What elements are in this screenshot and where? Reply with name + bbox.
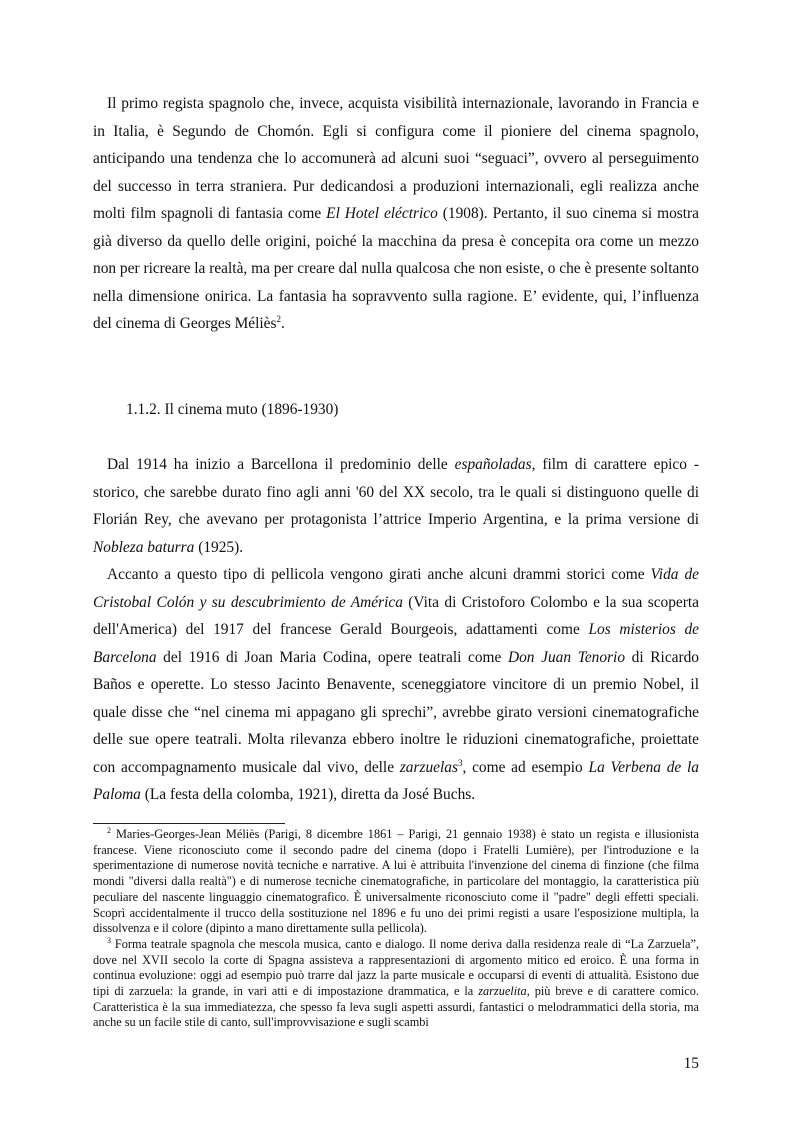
footnotes [93, 827, 699, 1031]
footnote-2-number: 2 [107, 826, 111, 835]
para1-text-3: (1925). [194, 538, 244, 556]
intro-block [93, 90, 699, 338]
para2-text-6: (La festa della colomba, 1921), diretta da José Buchs. [140, 786, 476, 803]
section-heading: 1.1.2. Il cinema muto (1896-1930) [126, 401, 339, 418]
film-title-los-misterios: Los misterios de Barcelona [93, 621, 699, 666]
para2-text-1: Accanto a questo tipo di pellicola vengono girati anche alcuni drammi storici come [107, 566, 651, 583]
film-title-hotel-electrico: El Hotel eléctrico [326, 205, 438, 222]
intro-text-1: Il primo regista spagnolo che, invece, acquista visibilità internazionale, lavorando in Francia e in Italia, è Segundo de Chomón. Egli si configura come il pioniere del cinema spagnolo, anticipando una tendenza che lo accomunerà ad alcuni suoi “seguaci”, ovvero al perseguimento del successo in terra straniera. Pur dedicandosi a produzioni internazionali, egli realizza anche molti film spagnoli di fantasia come [93, 95, 699, 222]
film-title-nobleza-baturra: Nobleza baturra [93, 538, 195, 556]
para2-text-5: , come ad esempio [462, 758, 589, 776]
film-title-don-juan-tenorio: Don Juan Tenorio [508, 648, 626, 666]
intro-paragraph [93, 90, 699, 338]
footnote-ref-2: 2 [276, 314, 281, 324]
main-block [93, 451, 699, 809]
page-number: 15 [683, 1055, 699, 1072]
para2-text-2: (Vita di Cristoforo Colombo e la sua scoperta dell'America) del 1917 del francese Gerald Bourgeois, adattamenti come [93, 593, 699, 638]
film-title-la-verbena: La Verbena de la Paloma [93, 758, 699, 803]
intro-text-3: . [281, 315, 285, 332]
para2-text-3: del 1916 di Joan Maria Codina, opere teatrali come [156, 648, 508, 666]
footnote-separator [93, 823, 285, 824]
para1-text-2: , film di carattere epico - storico, che sarebbe durato fino agli anni '60 del XX secolo, tra le quali si distinguono quelle di Florián Rey, che avevano per protagonista l’attrice Imperio Argentina, e la prima versione di [93, 456, 699, 528]
footnote-2 [93, 827, 699, 937]
footnote-3-text-2: , più breve e di carattere comico. Caratteristica è la sua immediatezza, che spesso fa leva sugli aspetti assurdi, fantastici o melodrammatici della storia, ma anche su un facile stile di canto, sull'improvvisazione e sugli scambi [93, 984, 699, 1030]
term-zarzuelita: zarzuelita [478, 984, 527, 999]
term-zarzuelas: zarzuelas [399, 758, 458, 776]
paragraph-espanoladas [93, 451, 699, 561]
term-espanoladas: españoladas [454, 456, 532, 473]
footnote-ref-3: 3 [457, 757, 463, 768]
footnote-2-text: Maries-Georges-Jean Méliès (Parigi, 8 dicembre 1861 – Parigi, 21 gennaio 1938) è stato un regista e illusionista francese. Viene riconosciuto come il secondo padre del cinema (dopo i Fratelli Lumière), per l'introduzione e la sperimentazione di numerose novità tecniche e narrative. A lui è attribuita l'invenzione del cinema di finzione (che filma mondi "diversi dalla realtà") e di numerose tecniche cinematografiche, in particolare del montaggio, la caratteristica più peculiare del nascente linguaggio cinematografico. È universalmente riconosciuto come il "padre" degli effetti speciali. Scoprì accidentalmente il trucco della sostituzione nel 1896 e fu uno dei primi registi a usare l'esposizione multipla, la dissolvenza e il colore (dipinto a mano direttamente sulla pellicola). [93, 827, 699, 936]
film-title-vida-de-cristobal-colon: Vida de Cristobal Colón y su descubrimiento de América [93, 566, 699, 611]
intro-text-2: (1908). Pertanto, il suo cinema si mostra già diverso da quello delle origini, poiché la macchina da presa è concepita ora come un mezzo non per ricreare la realtà, ma per creare dal nulla qualcosa che non esiste, o che è presente soltanto nella dimensione onirica. La fantasia ha sopravvento sulla ragione. E’ evidente, qui, l’influenza del cinema di Georges Méliès [93, 205, 699, 332]
footnote-3 [93, 937, 699, 1031]
para2-text-4: di Ricardo Baños e operette. Lo stesso Jacinto Benavente, sceneggiatore vincitore di un premio Nobel, il quale disse che “nel cinema mi appagano gli sprechi”, avrebbe girato versioni cinematografiche delle sue opere teatrali. Molta rilevanza ebbero inoltre le riduzioni cinematografiche, proiettate con accompagnamento musicale dal vivo, delle [93, 648, 699, 776]
paragraph-drammi-storici [93, 561, 699, 809]
para1-text-1: Dal 1914 ha inizio a Barcellona il predominio delle [107, 456, 455, 473]
footnote-3-text-1: Forma teatrale spagnola che mescola musica, canto e dialogo. Il nome deriva dalla residenza reale di “La Zarzuela”, dove nel XVII secolo la corte di Spagna assisteva a rappresentazioni di argomento mitico ed eroico. È una forma in continua evoluzione: oggi ad esempio può trarre dal jazz la parte musicale e occuparsi di eventi di attualità. Esistono due tipi di zarzuela: la grande, in vari atti e di impostazione drammatica, e la [93, 936, 699, 999]
footnote-3-number: 3 [107, 935, 111, 945]
